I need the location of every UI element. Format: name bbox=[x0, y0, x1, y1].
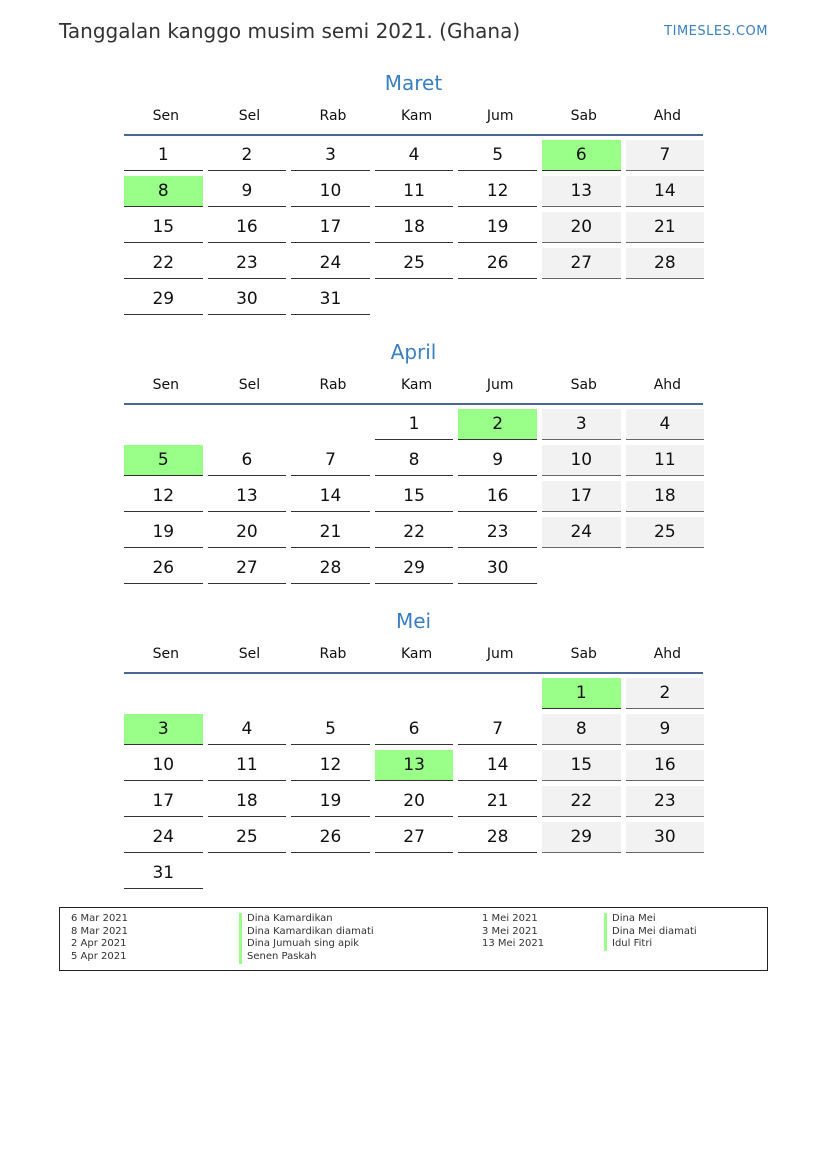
empty-day-cell bbox=[124, 678, 208, 714]
weekday-label: Kam bbox=[401, 646, 433, 662]
day-cell: 4 bbox=[626, 409, 710, 445]
holiday-day-cell: 1 bbox=[542, 678, 626, 714]
legend-names-right bbox=[604, 913, 697, 951]
day-grid bbox=[124, 140, 703, 320]
day-cell: 30 bbox=[458, 553, 542, 589]
weekday-label: Rab bbox=[319, 377, 347, 393]
day-cell: 24 bbox=[542, 517, 626, 553]
day-cell: 26 bbox=[124, 553, 208, 589]
holiday-day-cell: 5 bbox=[124, 445, 208, 481]
day-cell: 12 bbox=[458, 176, 542, 212]
empty-day-cell bbox=[208, 409, 292, 445]
day-cell: 4 bbox=[208, 714, 292, 750]
day-cell: 20 bbox=[542, 212, 626, 248]
day-cell: 30 bbox=[626, 822, 710, 858]
day-cell: 18 bbox=[626, 481, 710, 517]
day-cell: 29 bbox=[375, 553, 459, 589]
weekday-label: Rab bbox=[319, 646, 347, 662]
empty-day-cell bbox=[124, 409, 208, 445]
weekday-header bbox=[124, 642, 703, 666]
month-april bbox=[124, 337, 703, 589]
legend-holiday-name: Dina Mei bbox=[604, 913, 697, 926]
day-cell: 21 bbox=[626, 212, 710, 248]
weekday-label: Sel bbox=[238, 108, 261, 124]
day-grid bbox=[124, 678, 703, 894]
weekday-label: Sen bbox=[152, 646, 179, 662]
weekday-label: Rab bbox=[319, 108, 347, 124]
legend-date: 1 Mei 2021 bbox=[482, 913, 538, 924]
day-cell: 16 bbox=[208, 212, 292, 248]
day-cell: 28 bbox=[626, 248, 710, 284]
empty-day-cell bbox=[208, 678, 292, 714]
weekday-label: Kam bbox=[401, 377, 433, 393]
month-title: Mei bbox=[395, 609, 432, 633]
day-cell: 14 bbox=[291, 481, 375, 517]
holiday-day-cell: 3 bbox=[124, 714, 208, 750]
day-cell: 30 bbox=[208, 284, 292, 320]
brand-logo[interactable]: TIMESLES.COM bbox=[664, 24, 768, 39]
day-cell: 4 bbox=[375, 140, 459, 176]
day-cell: 12 bbox=[291, 750, 375, 786]
day-cell: 11 bbox=[626, 445, 710, 481]
day-cell: 11 bbox=[375, 176, 459, 212]
day-cell: 24 bbox=[291, 248, 375, 284]
day-cell: 29 bbox=[542, 822, 626, 858]
day-cell: 29 bbox=[124, 284, 208, 320]
day-cell: 2 bbox=[208, 140, 292, 176]
legend-holiday-name: Senen Paskah bbox=[239, 951, 374, 964]
day-cell: 22 bbox=[375, 517, 459, 553]
day-cell: 18 bbox=[208, 786, 292, 822]
day-cell: 6 bbox=[208, 445, 292, 481]
weekday-label: Jum bbox=[486, 108, 514, 124]
day-cell: 19 bbox=[124, 517, 208, 553]
weekday-header bbox=[124, 104, 703, 128]
legend-dates-left bbox=[71, 913, 128, 964]
day-cell: 22 bbox=[542, 786, 626, 822]
weekday-label: Sab bbox=[570, 646, 597, 662]
day-cell: 10 bbox=[291, 176, 375, 212]
day-cell: 14 bbox=[458, 750, 542, 786]
day-cell: 13 bbox=[208, 481, 292, 517]
weekday-header bbox=[124, 373, 703, 397]
day-cell: 5 bbox=[291, 714, 375, 750]
day-cell: 3 bbox=[291, 140, 375, 176]
weekday-label: Sel bbox=[238, 646, 261, 662]
legend-date: 8 Mar 2021 bbox=[71, 925, 129, 937]
day-cell: 28 bbox=[458, 822, 542, 858]
empty-day-cell bbox=[291, 409, 375, 445]
weekday-label: Sen bbox=[152, 377, 179, 393]
day-cell: 25 bbox=[208, 822, 292, 858]
month-title: Maret bbox=[384, 71, 443, 95]
day-cell: 22 bbox=[124, 248, 208, 284]
day-cell: 27 bbox=[542, 248, 626, 284]
month-march bbox=[124, 68, 703, 320]
weekday-label: Sen bbox=[152, 108, 179, 124]
day-cell: 31 bbox=[124, 858, 208, 894]
day-cell: 17 bbox=[124, 786, 208, 822]
day-cell: 7 bbox=[291, 445, 375, 481]
day-cell: 20 bbox=[375, 786, 459, 822]
legend-holiday-name: Dina Mei diamati bbox=[604, 926, 697, 939]
legend-date: 6 Mar 2021 bbox=[71, 913, 129, 924]
weekday-label: Jum bbox=[486, 646, 514, 662]
day-cell: 1 bbox=[375, 409, 459, 445]
day-cell: 8 bbox=[542, 714, 626, 750]
day-cell: 24 bbox=[124, 822, 208, 858]
month-title: April bbox=[390, 340, 437, 364]
day-cell: 15 bbox=[542, 750, 626, 786]
day-cell: 21 bbox=[458, 786, 542, 822]
holiday-legend bbox=[59, 907, 768, 971]
day-cell: 11 bbox=[208, 750, 292, 786]
day-cell: 12 bbox=[124, 481, 208, 517]
holiday-day-cell: 6 bbox=[542, 140, 626, 176]
header-divider bbox=[124, 672, 703, 674]
weekday-label: Ahd bbox=[653, 108, 682, 124]
day-cell: 28 bbox=[291, 553, 375, 589]
holiday-day-cell: 8 bbox=[124, 176, 208, 212]
day-cell: 23 bbox=[208, 248, 292, 284]
day-cell: 8 bbox=[375, 445, 459, 481]
day-cell: 17 bbox=[291, 212, 375, 248]
day-cell: 7 bbox=[626, 140, 710, 176]
day-cell: 10 bbox=[124, 750, 208, 786]
weekday-label: Jum bbox=[486, 377, 514, 393]
day-cell: 1 bbox=[124, 140, 208, 176]
empty-day-cell bbox=[291, 678, 375, 714]
day-cell: 3 bbox=[542, 409, 626, 445]
holiday-day-cell: 2 bbox=[458, 409, 542, 445]
legend-dates-right bbox=[482, 913, 544, 951]
day-cell: 26 bbox=[458, 248, 542, 284]
day-grid bbox=[124, 409, 703, 589]
legend-date: 5 Apr 2021 bbox=[71, 951, 127, 963]
day-cell: 25 bbox=[626, 517, 710, 553]
legend-date: 2 Apr 2021 bbox=[71, 938, 127, 950]
header-divider bbox=[124, 134, 703, 136]
day-cell: 9 bbox=[626, 714, 710, 750]
day-cell: 27 bbox=[208, 553, 292, 589]
day-cell: 27 bbox=[375, 822, 459, 858]
day-cell: 15 bbox=[375, 481, 459, 517]
day-cell: 18 bbox=[375, 212, 459, 248]
day-cell: 26 bbox=[291, 822, 375, 858]
day-cell: 10 bbox=[542, 445, 626, 481]
day-cell: 21 bbox=[291, 517, 375, 553]
day-cell: 15 bbox=[124, 212, 208, 248]
day-cell: 25 bbox=[375, 248, 459, 284]
legend-holiday-name: Idul Fitri bbox=[604, 938, 697, 951]
day-cell: 14 bbox=[626, 176, 710, 212]
month-may bbox=[124, 606, 703, 894]
day-cell: 16 bbox=[458, 481, 542, 517]
day-cell: 13 bbox=[542, 176, 626, 212]
day-cell: 2 bbox=[626, 678, 710, 714]
weekday-label: Ahd bbox=[653, 377, 682, 393]
legend-date: 13 Mei 2021 bbox=[482, 938, 545, 950]
page-title: Tanggalan kanggo musim semi 2021. (Ghana) bbox=[59, 19, 521, 43]
empty-day-cell bbox=[458, 678, 542, 714]
day-cell: 9 bbox=[208, 176, 292, 212]
header-divider bbox=[124, 403, 703, 405]
day-cell: 5 bbox=[458, 140, 542, 176]
day-cell: 20 bbox=[208, 517, 292, 553]
day-cell: 19 bbox=[458, 212, 542, 248]
day-cell: 19 bbox=[291, 786, 375, 822]
weekday-label: Sab bbox=[570, 108, 597, 124]
legend-date: 3 Mei 2021 bbox=[482, 925, 538, 937]
empty-day-cell bbox=[375, 678, 459, 714]
legend-holiday-name: Dina Kamardikan bbox=[239, 913, 374, 926]
day-cell: 9 bbox=[458, 445, 542, 481]
day-cell: 23 bbox=[458, 517, 542, 553]
legend-holiday-name: Dina Kamardikan diamati bbox=[239, 926, 374, 939]
weekday-label: Ahd bbox=[653, 646, 682, 662]
day-cell: 16 bbox=[626, 750, 710, 786]
day-cell: 7 bbox=[458, 714, 542, 750]
day-cell: 6 bbox=[375, 714, 459, 750]
holiday-day-cell: 13 bbox=[375, 750, 459, 786]
legend-holiday-name: Dina Jumuah sing apik bbox=[239, 938, 374, 951]
day-cell: 23 bbox=[626, 786, 710, 822]
weekday-label: Sab bbox=[570, 377, 597, 393]
legend-names-left bbox=[239, 913, 374, 964]
day-cell: 31 bbox=[291, 284, 375, 320]
weekday-label: Kam bbox=[401, 108, 433, 124]
weekday-label: Sel bbox=[238, 377, 261, 393]
day-cell: 17 bbox=[542, 481, 626, 517]
